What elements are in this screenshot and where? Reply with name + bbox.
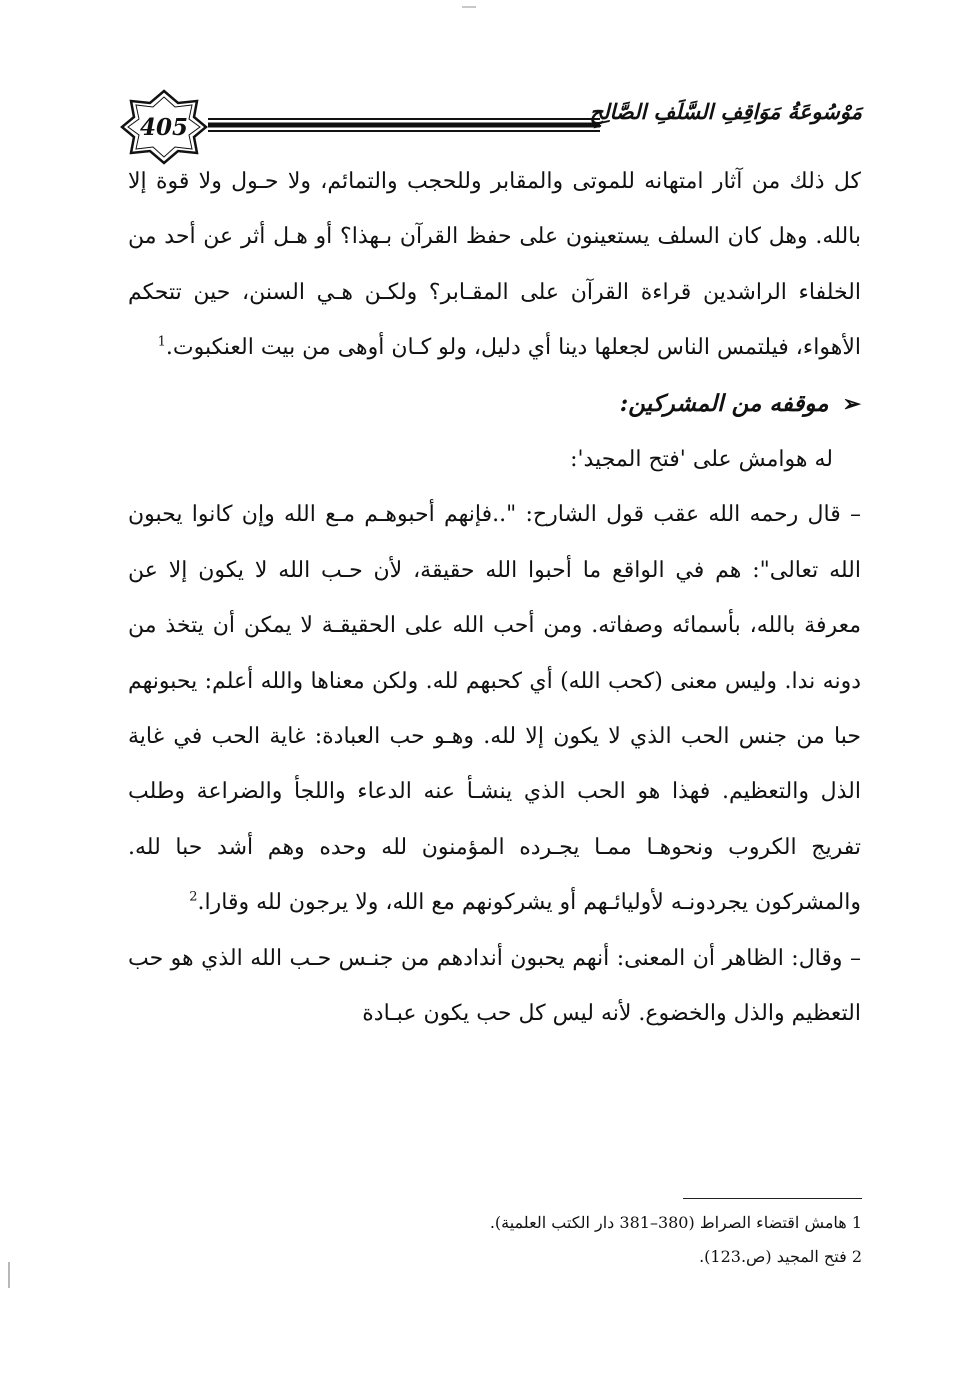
text-line: عنه الدعاء واللجأ والضراعة وطلب تفريج الكروب ونحوهـا ممـا يجـرده	[128, 779, 861, 860]
text-line: – قال رحمه الله عقب قول الشارح: "..فإنهم أحبوهـم مـع الله وإن	[241, 502, 861, 528]
arrow-bullet-icon: ➢	[842, 390, 861, 417]
text-line: أوهى من بيت العنكبوت.	[165, 335, 385, 361]
text-line: كل ذلك من آثار امتهانه للموتى والمقابر وللحجب والتمائم، ولا حـول ولا	[198, 169, 861, 194]
text-line: يشركونهم مع الله، ولا يرجون لله وقارا.	[197, 890, 553, 916]
text-line: الذي هو حب التعظيم والذل والخضوع. لأنه ليس كل حب يكون عبـادة	[128, 945, 861, 1027]
footnote-2: 2 فتح المجيد (ص.123).	[699, 1247, 862, 1266]
scan-artifact-left	[8, 1262, 10, 1288]
page-number: 405	[139, 113, 188, 141]
section-heading	[128, 376, 861, 432]
intro-paragraph	[128, 154, 861, 376]
text-line: كانوا يحبون الله تعالى": هم في الواقع ما أحبوا الله حقيقة، لأن حـب الله لا	[128, 502, 861, 583]
text-line: المؤمنون لله وحده وهم أشد حبا لله. والمشركون يجردونـه لأوليائـهم أو	[128, 834, 861, 916]
text-line: قوة إلا بالله. وهل كان السلف يستعينون على حفظ القرآن بـهذا؟ أو هـل	[128, 169, 861, 250]
main-text	[128, 154, 861, 1042]
footnote-ref-1: 1	[157, 334, 166, 350]
scan-artifact-top	[462, 6, 476, 8]
text-line: يمكن أن يتخذ من دونه ندا. وليس معنى (كحب الله) أي كحبهم لله. ولكن	[128, 613, 861, 694]
text-line: معناها والله أعلم: يحبونهم حبا من جنس الحب الذي لا يكون إلا لله. وهـو	[128, 668, 862, 750]
subheading	[128, 432, 861, 487]
series-title: مَوْسُوعَةُ مَوَاقِفِ السَّلَفِ الصَّالِحِ	[589, 100, 862, 124]
footnote-separator	[683, 1198, 862, 1199]
subheading-text: له هوامش على 'فتح المجيد':	[570, 447, 833, 473]
footnote-ref-2: 2	[189, 889, 198, 905]
footnotes	[420, 1206, 862, 1274]
paragraph-3	[128, 931, 861, 1042]
section-heading-text: موقفه من المشركين:	[619, 389, 829, 417]
footnote-1: 1 هامش اقتضاء الصراط (380–381 دار الكتب العلمية).	[489, 1213, 862, 1232]
text-line: – وقال: الظاهر أن المعنى: أنهم يحبون أندادهم من جنـس حـب الله	[250, 945, 861, 971]
text-line: يكون إلا عن معرفة بالله، بأسمائه وصفاته. ومن أحب الله على الحقيقـة لا	[128, 557, 862, 639]
paragraph-2	[128, 487, 861, 930]
text-line: السنن، حين تتحكم الأهواء، فيلتمس الناس لجعلها دينا أي دليل، ولو كـان	[128, 279, 861, 361]
text-line: حب العبادة: غاية الحب في غاية الذل والتعظيم. فهذا هو الحب الذي ينشـأ	[128, 724, 861, 805]
text-line: أثر عن أحد من الخلفاء الراشدين قراءة القرآن على المقـابر؟ ولكـن هـي	[128, 224, 861, 305]
